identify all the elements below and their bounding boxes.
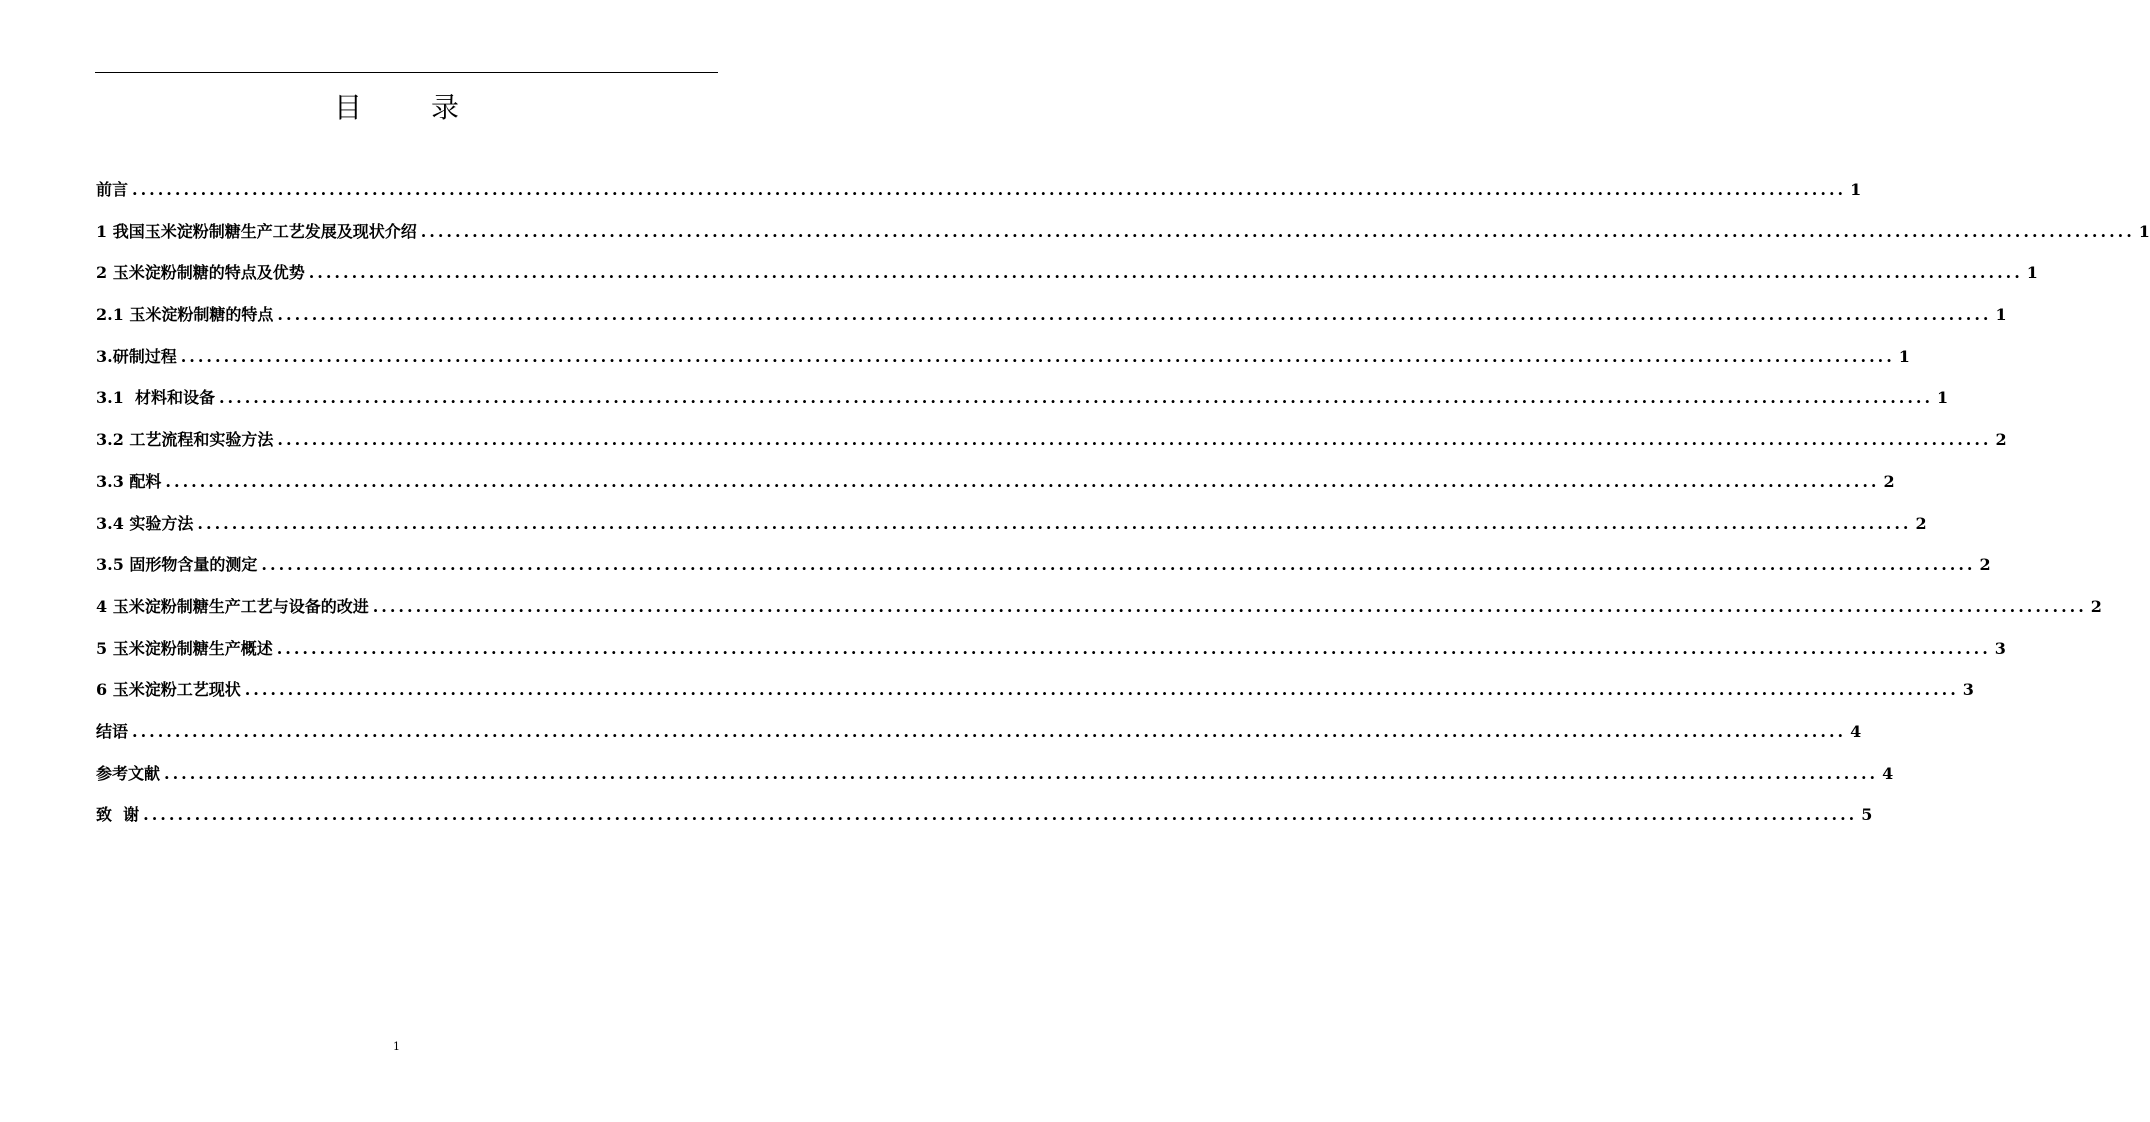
toc-entry-label: 3.1 材料和设备 [96, 388, 215, 408]
toc-entry[interactable] [96, 300, 2007, 342]
toc-entry-page: 1 [2138, 221, 2150, 241]
toc-leader-dots: ........................................................................................................................................................................................................ [197, 513, 1912, 533]
toc-entry[interactable] [96, 800, 1873, 842]
toc-entry-label: 3.5 固形物含量的测定 [96, 555, 258, 575]
toc-entry-page: 2 [1915, 513, 1927, 533]
toc-entry-page: 2 [1979, 555, 1991, 575]
toc-entry-page: 1 [1937, 388, 1949, 408]
toc-entry-label: 4 玉米淀粉制糖生产工艺与设备的改进 [96, 596, 369, 616]
toc-entry-page: 1 [2026, 263, 2038, 283]
toc-entry-label: 结语 [96, 721, 129, 741]
toc-entry-label: 3.研制过程 [96, 346, 177, 366]
toc-leader-dots: ........................................................................................................................................................................................................ [277, 305, 1992, 325]
toc-entry-page: 1 [1995, 305, 2007, 325]
toc-entry-page: 2 [1995, 430, 2007, 450]
toc-entry-label: 3.3 配料 [96, 471, 162, 491]
toc-entry[interactable] [96, 759, 1894, 801]
toc-entry[interactable] [96, 175, 1862, 217]
toc-leader-dots: ........................................................................................................................................................................................................ [132, 180, 1847, 199]
page-number: 1 [393, 1040, 400, 1053]
toc-entry[interactable] [96, 634, 2006, 676]
toc-entry-label: 参考文献 [96, 763, 161, 783]
header-rule [95, 72, 718, 73]
toc-entry-page: 2 [1883, 471, 1895, 491]
toc-entry-page: 3 [1962, 680, 1974, 700]
toc-leader-dots: ........................................................................................................................................................................................................ [164, 763, 1879, 783]
toc-leader-dots: ........................................................................................................................................................................................................ [218, 388, 1934, 408]
page-title: 目 录 [334, 91, 489, 124]
table-of-contents [96, 175, 2150, 842]
toc-leader-dots: ........................................................................................................................................................................................................ [308, 263, 2023, 283]
toc-entry-label: 致 谢 [96, 805, 140, 825]
toc-entry-label: 6 玉米淀粉工艺现状 [96, 680, 241, 700]
toc-entry-label: 2.1 玉米淀粉制糖的特点 [96, 305, 274, 325]
toc-leader-dots: ........................................................................................................................................................................................................ [143, 805, 1858, 825]
toc-entry-label: 1 我国玉米淀粉制糖生产工艺发展及现状介绍 [96, 221, 417, 241]
toc-entry-label: 3.4 实验方法 [96, 513, 194, 533]
toc-leader-dots: ........................................................................................................................................................................................................ [180, 346, 1895, 366]
toc-entry-label: 3.2 工艺流程和实验方法 [96, 430, 274, 450]
toc-entry[interactable] [96, 592, 2102, 634]
toc-entry[interactable] [96, 425, 2007, 467]
toc-entry-label: 2 玉米淀粉制糖的特点及优势 [96, 263, 305, 283]
toc-leader-dots: ........................................................................................................................................................................................................ [276, 638, 1991, 658]
toc-entry[interactable] [96, 717, 1862, 759]
toc-leader-dots: ........................................................................................................................................................................................................ [165, 471, 1880, 491]
toc-entry[interactable] [96, 550, 1991, 592]
toc-entry-page: 1 [1850, 180, 1862, 199]
toc-entry[interactable] [96, 258, 2038, 300]
toc-entry-page: 5 [1861, 805, 1873, 825]
toc-entry[interactable] [96, 217, 2150, 259]
toc-leader-dots: ........................................................................................................................................................................................................ [261, 555, 1976, 575]
toc-entry[interactable] [96, 342, 1910, 384]
toc-entry-page: 1 [1898, 346, 1910, 366]
toc-leader-dots: ........................................................................................................................................................................................................ [372, 596, 2087, 616]
toc-entry-label: 5 玉米淀粉制糖生产概述 [96, 638, 273, 658]
toc-entry[interactable] [96, 383, 1949, 425]
toc-entry-page: 2 [2090, 596, 2102, 616]
toc-entry-page: 3 [1994, 638, 2006, 658]
toc-entry-label: 前言 [96, 180, 129, 199]
toc-leader-dots: ........................................................................................................................................................................................................ [277, 430, 1992, 450]
toc-leader-dots: ........................................................................................................................................................................................................ [244, 680, 1959, 700]
toc-entry[interactable] [96, 675, 1974, 717]
toc-entry-page: 4 [1850, 721, 1862, 741]
toc-leader-dots: ........................................................................................................................................................................................................ [420, 221, 2135, 241]
toc-entry[interactable] [96, 467, 1895, 509]
toc-leader-dots: ........................................................................................................................................................................................................ [132, 721, 1847, 741]
toc-entry-page: 4 [1882, 763, 1894, 783]
toc-entry[interactable] [96, 509, 1927, 551]
